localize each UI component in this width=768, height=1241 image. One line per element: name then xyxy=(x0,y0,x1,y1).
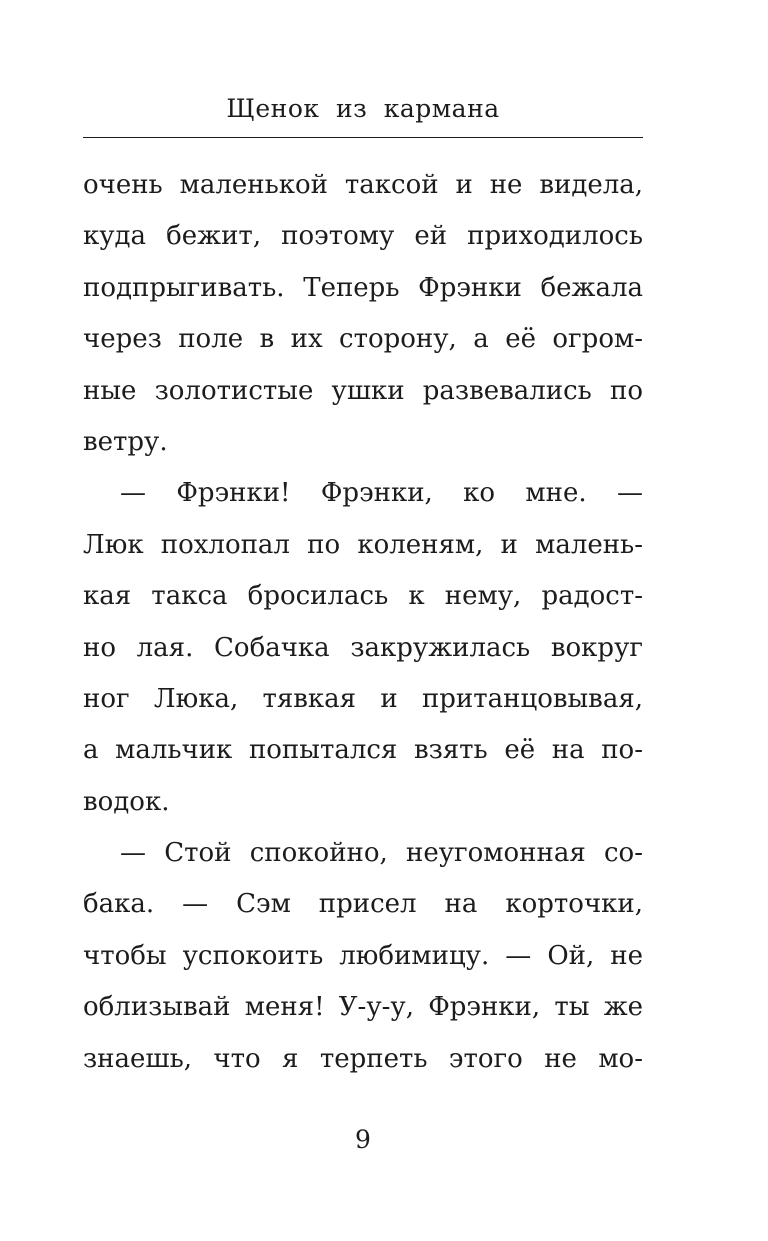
text-line: — Фрэнки! Фрэнки, ко мне. — xyxy=(120,478,643,509)
text-line: бака. — Сэм присел на корточки, xyxy=(83,889,643,920)
text-line: ные золотистые ушки развевались по xyxy=(83,375,643,406)
text-line: куда бежит, поэтому ей приходилось xyxy=(83,221,643,252)
running-header: Щенок из кармана xyxy=(226,94,500,123)
text-line: но лая. Собачка закружилась вокруг xyxy=(83,632,643,663)
page-body-text xyxy=(83,160,643,1085)
text-line: ветру. xyxy=(83,426,168,457)
text-line: подпрыгивать. Теперь Фрэнки бежала xyxy=(83,272,643,303)
header-divider xyxy=(83,137,643,138)
text-line: облизывай меня! У-у-у, Фрэнки, ты же xyxy=(83,992,643,1023)
text-line: Люк похлопал по коленям, и малень- xyxy=(83,529,643,560)
text-line: а мальчик попытался взять её на по- xyxy=(83,735,643,766)
text-line: водок. xyxy=(83,786,170,817)
text-line: знаешь, что я терпеть этого не мо- xyxy=(83,1043,643,1074)
text-line: ног Люка, тявкая и пританцовывая, xyxy=(83,683,643,714)
text-line: кая такса бросилась к нему, радост- xyxy=(83,581,643,612)
text-line: — Стой спокойно, неугомонная со- xyxy=(120,838,643,869)
text-line: чтобы успокоить любимицу. — Ой, не xyxy=(83,940,643,971)
text-line: через поле в их сторону, а её огром- xyxy=(83,324,643,355)
page-number: 9 xyxy=(355,1125,371,1154)
text-line: очень маленькой таксой и не видела, xyxy=(83,170,643,200)
